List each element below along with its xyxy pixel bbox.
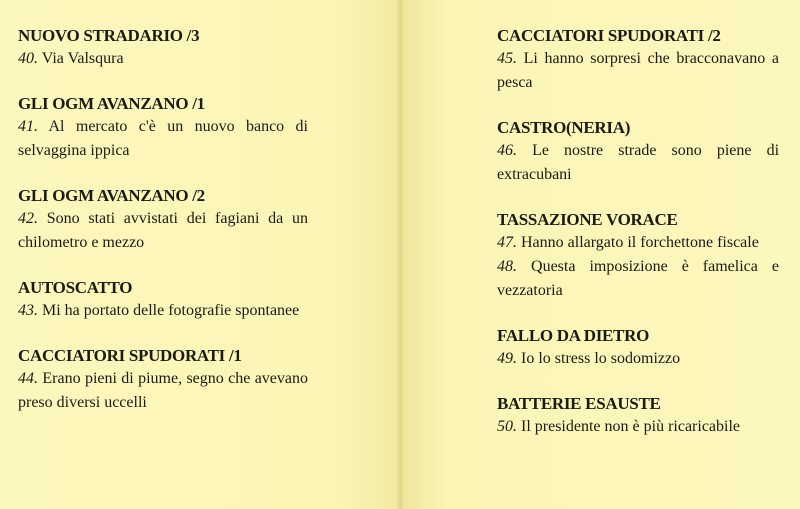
entry-title: TASSAZIONE VORACE (497, 210, 678, 229)
item-number: 40. (18, 50, 38, 67)
entry-title: CACCIATORI SPUDORATI /1 (18, 346, 242, 365)
item-text: Erano pieni di piume, segno che avevano preso diversi uccelli (18, 370, 309, 411)
item-number: 46. (497, 142, 517, 159)
book-gutter (396, 0, 404, 509)
entry-title: GLI OGM AVANZANO /2 (18, 186, 205, 205)
item-text: Li hanno sorpresi che bracconavano a pesca (497, 50, 780, 91)
right-column (497, 24, 779, 460)
joke-item (497, 231, 779, 255)
joke-item (497, 347, 779, 371)
entry-title: NUOVO STRADARIO /3 (18, 26, 200, 45)
joke-item (18, 115, 308, 163)
item-text: Il presidente non è più ricaricabile (521, 418, 741, 435)
entry-title: CASTRO(NERIA) (497, 118, 631, 137)
item-text: Mi ha portato delle fotografie spontanee (42, 302, 300, 319)
item-number: 47. (497, 234, 517, 251)
item-number: 43. (18, 302, 38, 319)
joke-item (18, 299, 308, 323)
item-number: 41. (18, 118, 38, 135)
entry-title: FALLO DA DIETRO (497, 326, 649, 345)
joke-item (497, 415, 779, 439)
joke-entry (18, 184, 308, 255)
joke-entry (497, 324, 779, 371)
joke-item (18, 47, 308, 71)
joke-entry (497, 116, 779, 187)
joke-entry (18, 276, 308, 323)
item-text: Hanno allargato il forchettone fiscale (521, 234, 759, 251)
item-number: 42. (18, 210, 38, 227)
item-text: Questa imposizione è famelica e vezzatoria (497, 258, 779, 299)
joke-item (497, 47, 779, 95)
item-text: Sono stati avvistati dei fagiani da un chilometro e mezzo (18, 210, 309, 251)
joke-item (18, 207, 308, 255)
left-column (18, 24, 308, 436)
joke-entry (18, 24, 308, 71)
item-number: 44. (18, 370, 38, 387)
joke-item (497, 255, 779, 303)
item-text: Le nostre strade sono piene di extracubani (497, 142, 780, 183)
joke-item (497, 139, 779, 187)
item-text: Al mercato c'è un nuovo banco di selvaggina ippica (18, 118, 308, 159)
joke-entry (497, 208, 779, 303)
joke-entry (18, 344, 308, 415)
right-page (400, 0, 800, 509)
entry-title: BATTERIE ESAUSTE (497, 394, 661, 413)
item-number: 50. (497, 418, 517, 435)
joke-entry (497, 392, 779, 439)
entry-title: AUTOSCATTO (18, 278, 133, 297)
entry-title: CACCIATORI SPUDORATI /2 (497, 26, 721, 45)
joke-entry (18, 92, 308, 163)
entry-title: GLI OGM AVANZANO /1 (18, 94, 205, 113)
item-text: Via Valsqura (41, 50, 124, 67)
item-number: 45. (497, 50, 517, 67)
joke-item (18, 367, 308, 415)
item-number: 49. (497, 350, 517, 367)
item-number: 48. (497, 258, 517, 275)
item-text: Io lo stress lo sodomizzo (521, 350, 681, 367)
joke-entry (497, 24, 779, 95)
